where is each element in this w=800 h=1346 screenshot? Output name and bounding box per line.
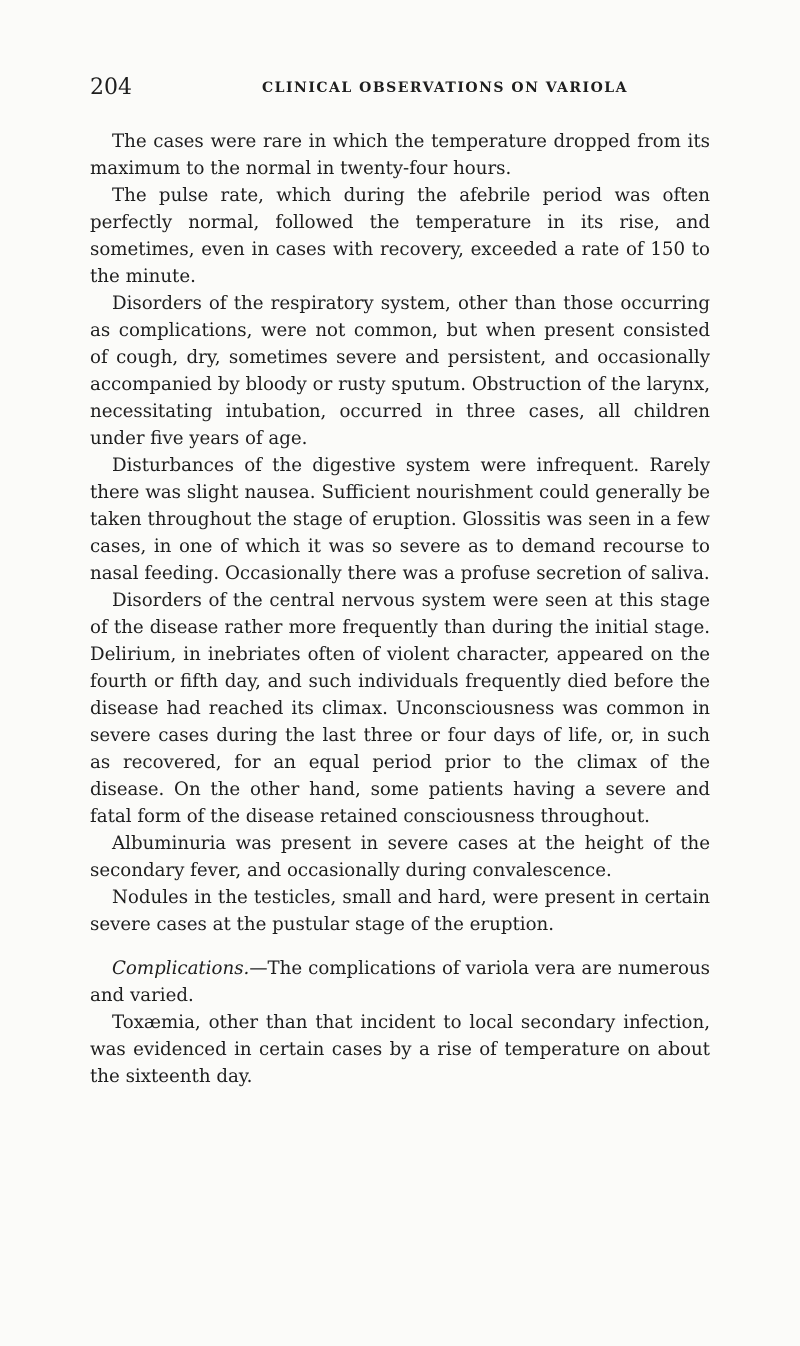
running-title: CLINICAL OBSERVATIONS ON VARIOLA	[262, 80, 628, 96]
body-text	[90, 128, 710, 1090]
complications-text: —The complications of variola vera are numerous and varied.	[90, 958, 710, 1006]
paragraph-nervous-system: Disorders of the central nervous system were seen at this stage of the disease rather more frequently than during the initial stage. Delirium, in inebriates often of violent character, appeared on the fourth or fifth day, and such individuals frequently died before the disease had reached its climax. Unconsciousness was common in severe cases during the last three or four days of life, or, in such as recovered, for an equal period prior to the climax of the disease. On the other hand, some patients having a severe and fatal form of the disease retained consciousness throughout.	[90, 590, 710, 827]
paragraph-testicular-nodules: Nodules in the testicles, small and hard, were present in certain severe cases at the pustular stage of the eruption.	[90, 887, 710, 935]
paragraph-respiratory-system: Disorders of the respiratory system, other than those occurring as complications, were not common, but when present consisted of cough, dry, sometimes severe and persistent, and occasionally accompanied by bloody or rusty sputum. Obstruction of the larynx, necessitating intubation, occurred in three cases, all children under five years of age.	[90, 293, 710, 449]
paragraph-complications	[90, 955, 710, 1009]
paragraph-toxaemia: Toxæmia, other than that incident to local secondary infection, was evidenced in certain cases by a rise of temperature on about the sixteenth day.	[90, 1012, 710, 1087]
paragraph-pulse-rate: The pulse rate, which during the afebrile period was often perfectly normal, followed the temperature in its rise, and sometimes, even in cases with recovery, exceeded a rate of 150 to the minute.	[90, 185, 710, 287]
paragraph-temperature-drop: The cases were rare in which the temperature dropped from its maximum to the normal in twenty-four hours.	[90, 131, 710, 179]
paragraph-albuminuria: Albuminuria was present in severe cases at the height of the secondary fever, and occasionally during convalescence.	[90, 833, 710, 881]
page-number: 204	[90, 75, 132, 100]
complications-heading: Complications.	[112, 958, 250, 979]
paragraph-digestive-system: Disturbances of the digestive system were infrequent. Rarely there was slight nausea. Sufficient nourishment could generally be taken throughout the stage of eruption. Glossitis was seen in a few cases, in one of which it was so severe as to demand recourse to nasal feeding. Occasionally there was a profuse secretion of saliva.	[90, 455, 710, 584]
page-header	[90, 74, 710, 106]
